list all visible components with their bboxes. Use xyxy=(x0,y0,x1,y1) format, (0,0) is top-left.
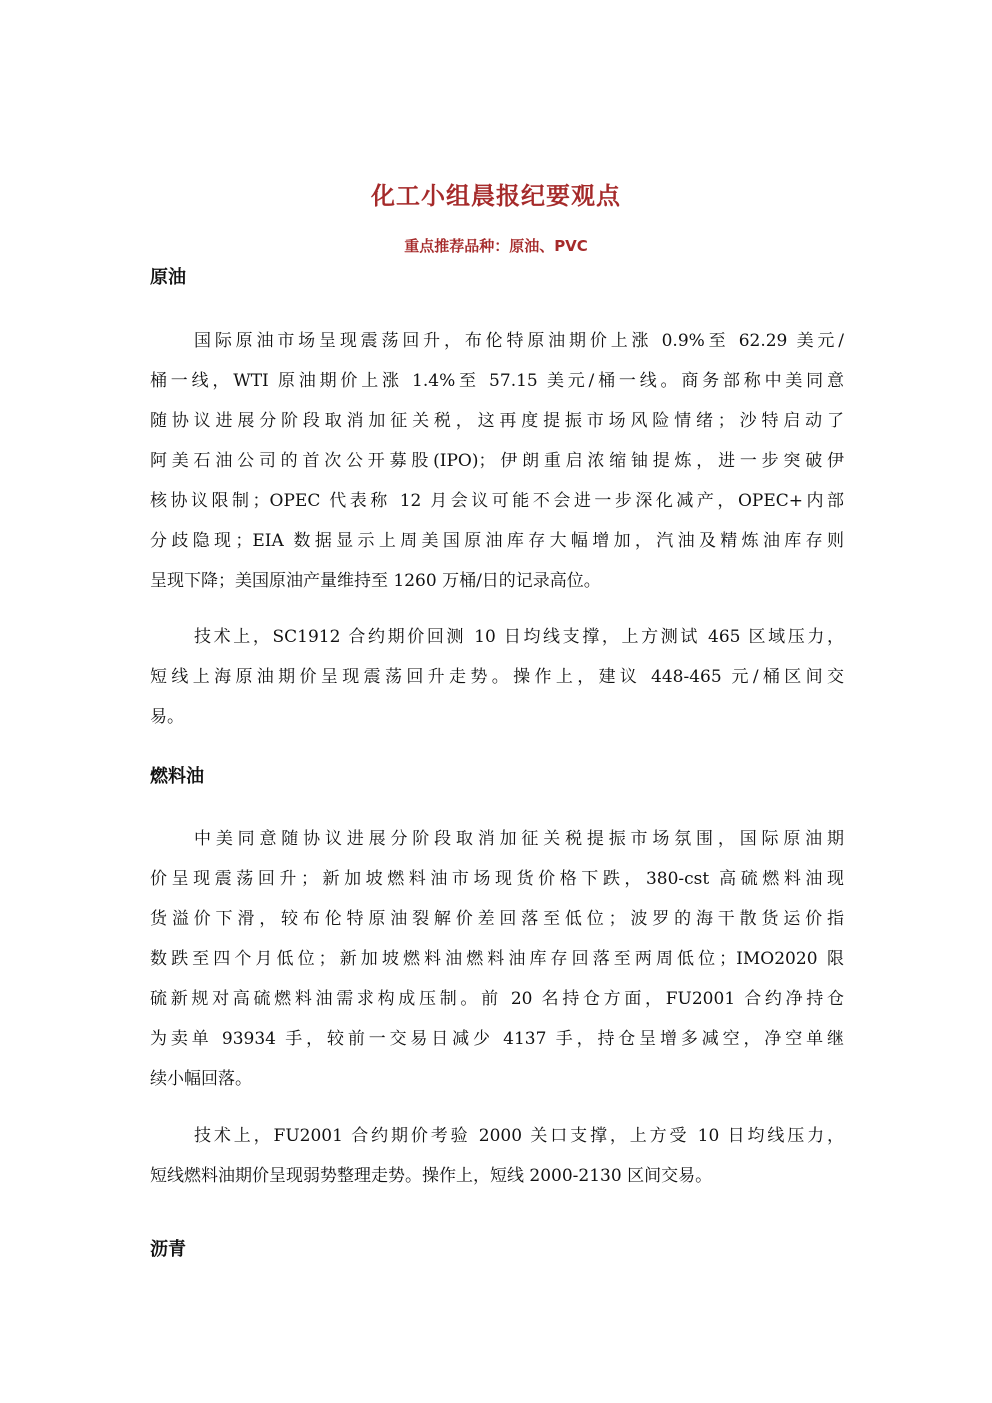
text-line: 易。 xyxy=(150,707,184,727)
text-line: 国际原油市场呈现震荡回升，布伦特原油期价上涨 0.9%至 62.29 美元/ xyxy=(194,331,844,351)
text-line: 为卖单 93934 手，较前一交易日减少 4137 手，持仓呈增多减空，净空单继 xyxy=(150,1029,844,1049)
document-subtitle: 重点推荐品种：原油、PVC xyxy=(404,237,588,255)
text-line: 阿美石油公司的首次公开募股(IPO)；伊朗重启浓缩铀提炼，进一步突破伊 xyxy=(150,451,844,471)
text-line: 分歧隐现；EIA 数据显示上周美国原油库存大幅增加，汽油及精炼油库存则 xyxy=(150,531,844,551)
text-line: 货溢价下滑，较布伦特原油裂解价差回落至低位；波罗的海干散货运价指 xyxy=(150,909,844,929)
text-line: 呈现下降；美国原油产量维持至 1260 万桶/日的记录高位。 xyxy=(150,571,601,591)
text-line: 随协议进展分阶段取消加征关税，这再度提振市场风险情绪；沙特启动了 xyxy=(150,411,844,431)
text-line: 中美同意随协议进展分阶段取消加征关税提振市场氛围，国际原油期 xyxy=(194,829,844,849)
text-line: 核协议限制；OPEC 代表称 12 月会议可能不会进一步深化减产，OPEC+内部 xyxy=(150,491,844,511)
text-line: 数跌至四个月低位；新加坡燃料油燃料油库存回落至两周低位；IMO2020 限 xyxy=(150,949,844,969)
section-heading-asphalt: 沥青 xyxy=(150,1239,186,1260)
text-line: 价呈现震荡回升；新加坡燃料油市场现货价格下跌，380-cst 高硫燃料油现 xyxy=(150,869,844,889)
crude-oil-paragraph-2 xyxy=(150,617,844,737)
section-heading-fuel-oil: 燃料油 xyxy=(150,766,204,787)
document-title: 化工小组晨报纪要观点 xyxy=(371,182,621,210)
text-line: 技术上，SC1912 合约期价回测 10 日均线支撑，上方测试 465 区域压力， xyxy=(194,627,844,647)
text-line: 续小幅回落。 xyxy=(150,1069,252,1089)
fuel-oil-paragraph-2 xyxy=(150,1116,844,1196)
crude-oil-paragraph-1 xyxy=(150,321,844,601)
section-heading-crude-oil: 原油 xyxy=(150,267,186,288)
fuel-oil-paragraph-1 xyxy=(150,819,844,1099)
text-line: 技术上，FU2001 合约期价考验 2000 关口支撑，上方受 10 日均线压力， xyxy=(194,1126,844,1146)
text-line: 短线燃料油期价呈现弱势整理走势。操作上，短线 2000-2130 区间交易。 xyxy=(150,1166,713,1186)
text-line: 硫新规对高硫燃料油需求构成压制。前 20 名持仓方面，FU2001 合约净持仓 xyxy=(150,989,844,1009)
text-line: 桶一线，WTI 原油期价上涨 1.4%至 57.15 美元/桶一线。商务部称中美同意 xyxy=(150,371,844,391)
text-line: 短线上海原油期价呈现震荡回升走势。操作上，建议 448-465 元/桶区间交 xyxy=(150,667,844,687)
